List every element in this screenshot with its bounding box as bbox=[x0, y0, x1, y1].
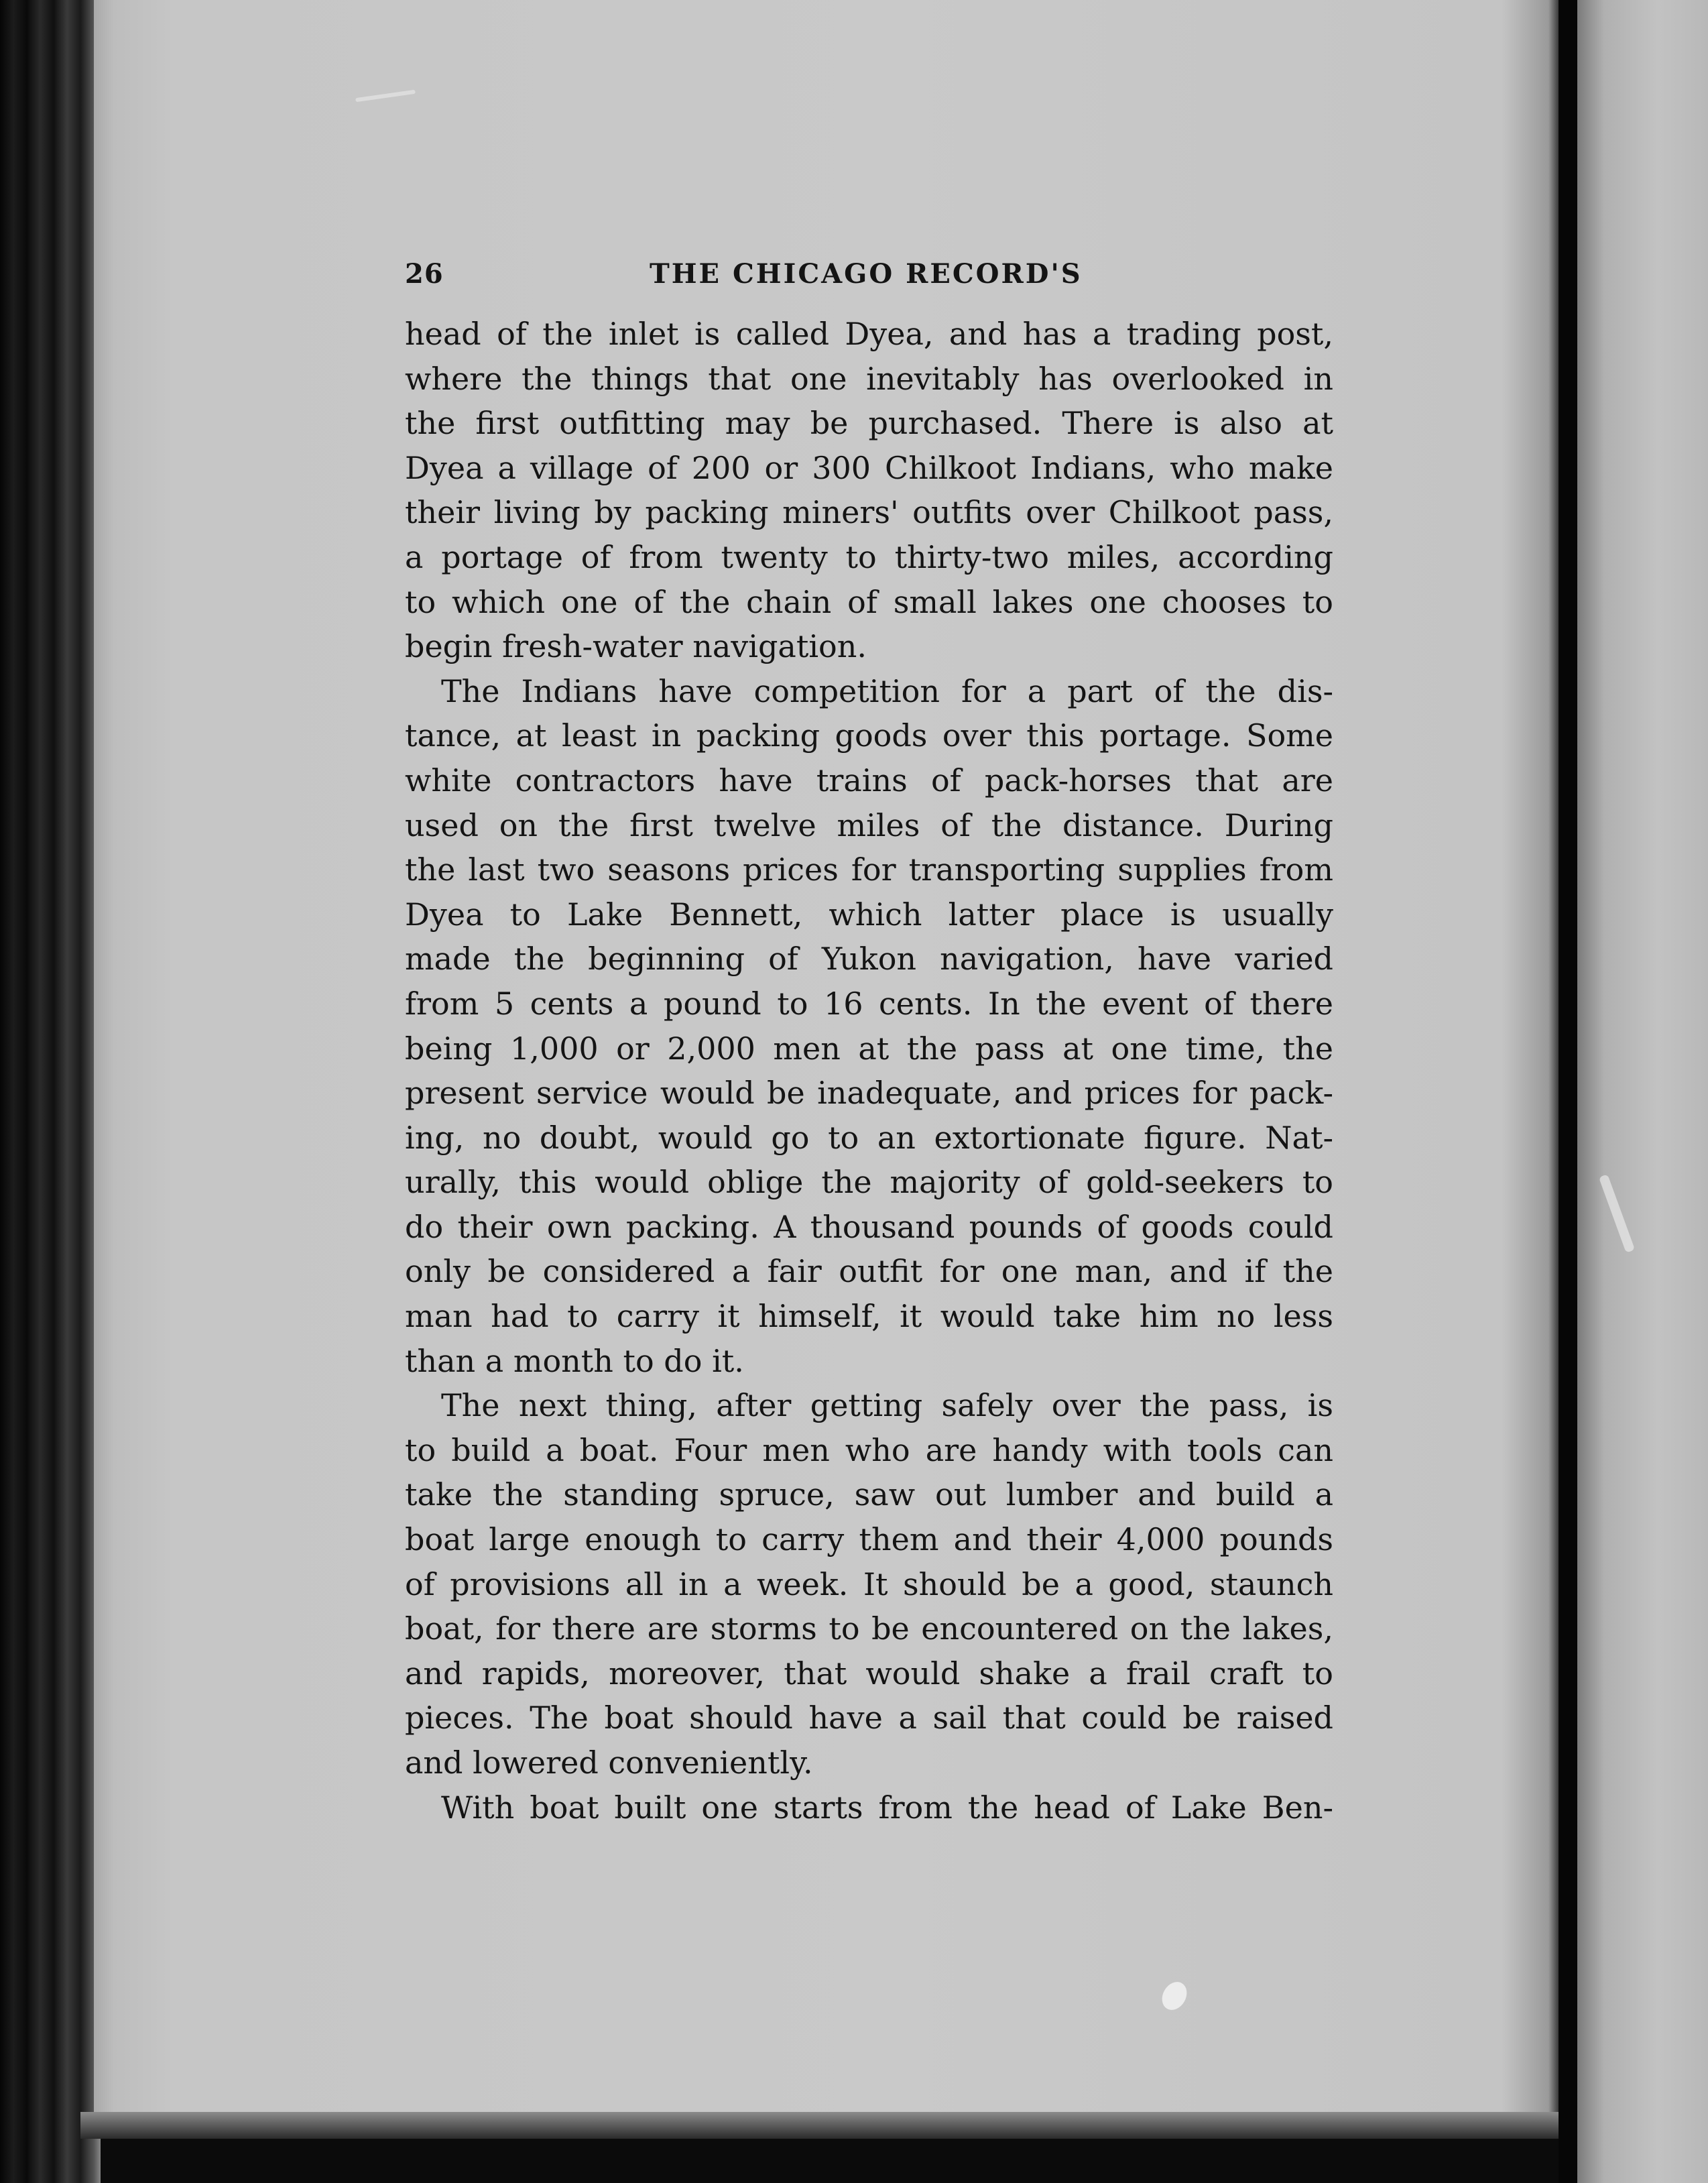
text-line: pieces. The boat should have a sail that could be raised bbox=[405, 1700, 1333, 1736]
text-line: only be considered a fair outfit for one man, and if the bbox=[405, 1253, 1333, 1290]
paragraph-2 bbox=[405, 669, 1333, 1384]
text-line: tance, at least in packing goods over this portage. Some bbox=[405, 717, 1333, 754]
text-line: do their own packing. A thousand pounds of goods could bbox=[405, 1208, 1333, 1245]
text-line: begin fresh-water navigation. bbox=[405, 628, 867, 665]
book-spine-edge bbox=[0, 0, 101, 2183]
text-line: the first outfitting may be purchased. There is also at bbox=[405, 405, 1333, 442]
text-line: made the beginning of Yukon navigation, have varied bbox=[405, 941, 1333, 978]
text-line: from 5 cents a pound to 16 cents. In the event of there bbox=[405, 985, 1333, 1022]
text-line: ing, no doubt, would go to an extortionate figure. Nat- bbox=[405, 1119, 1333, 1156]
text-line: Dyea a village of 200 or 300 Chilkoot Indians, who make bbox=[405, 449, 1333, 486]
text-line: take the standing spruce, saw out lumber and build a bbox=[405, 1476, 1333, 1513]
text-line: head of the inlet is called Dyea, and has a trading post, bbox=[405, 316, 1333, 352]
text-line: urally, this would oblige the majority of gold-seekers to bbox=[405, 1164, 1333, 1201]
text-line: The next thing, after getting safely over the pass, is bbox=[441, 1387, 1333, 1424]
running-head bbox=[405, 258, 1333, 312]
page-number: 26 bbox=[405, 258, 444, 290]
text-line: a portage of from twenty to thirty-two miles, according bbox=[405, 538, 1333, 575]
text-line: the last two seasons prices for transporting supplies from bbox=[405, 851, 1333, 888]
text-line: used on the first twelve miles of the distance. During bbox=[405, 807, 1333, 843]
text-line: and rapids, moreover, that would shake a frail craft to bbox=[405, 1655, 1333, 1692]
gutter-shadow bbox=[1559, 0, 1577, 2183]
text-line: With boat built one starts from the head of Lake Ben- bbox=[441, 1789, 1333, 1826]
running-title: THE CHICAGO RECORD'S bbox=[650, 258, 1083, 290]
text-line: white contractors have trains of pack-horses that are bbox=[405, 762, 1333, 799]
text-line: where the things that one inevitably has overlooked in bbox=[405, 360, 1333, 397]
text-line: The Indians have competition for a part of the dis- bbox=[441, 672, 1333, 709]
adjacent-page-sliver bbox=[1577, 0, 1708, 2183]
text-line: being 1,000 or 2,000 men at the pass at one time, the bbox=[405, 1030, 1333, 1067]
paragraph-4 bbox=[405, 1785, 1333, 1830]
text-line: man had to carry it himself, it would take him no less bbox=[405, 1298, 1333, 1335]
text-line: to which one of the chain of small lakes one chooses to bbox=[405, 583, 1333, 620]
paragraph-3 bbox=[405, 1383, 1333, 1785]
text-line: present service would be inadequate, and prices for pack- bbox=[405, 1075, 1333, 1112]
page-bottom-edge bbox=[80, 2112, 1575, 2139]
text-line: and lowered conveniently. bbox=[405, 1745, 813, 1781]
text-line: to build a boat. Four men who are handy with tools can bbox=[405, 1431, 1333, 1468]
paragraph-1 bbox=[405, 312, 1333, 669]
text-line: than a month to do it. bbox=[405, 1342, 744, 1379]
text-line: Dyea to Lake Bennett, which latter place is usually bbox=[405, 896, 1333, 933]
text-line: boat, for there are storms to be encountered on the lakes, bbox=[405, 1610, 1333, 1647]
text-line: boat large enough to carry them and their 4,000 pounds bbox=[405, 1521, 1333, 1558]
page-text bbox=[405, 258, 1333, 1830]
text-line: their living by packing miners' outfits over Chilkoot pass, bbox=[405, 494, 1333, 531]
text-line: of provisions all in a week. It should be a good, staunch bbox=[405, 1566, 1333, 1602]
